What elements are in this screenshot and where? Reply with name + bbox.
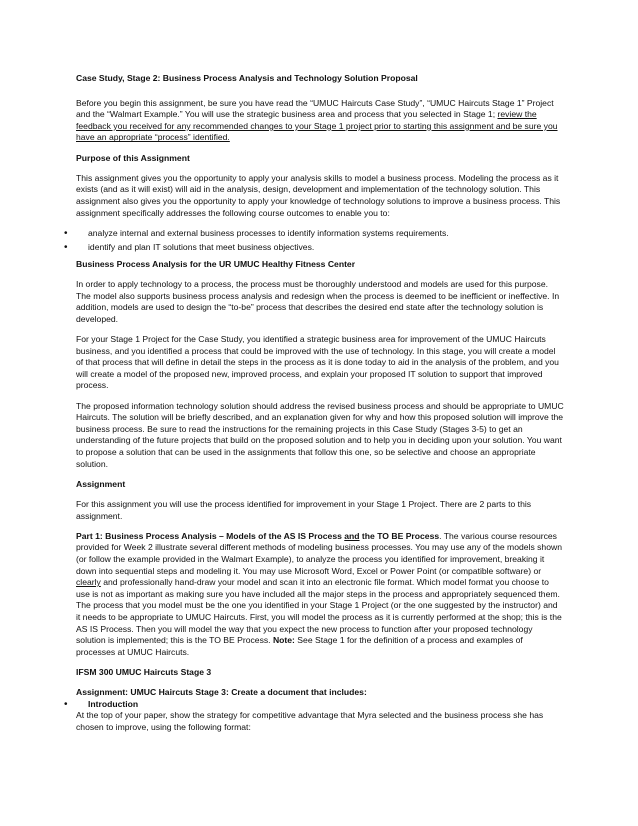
part1-text-1: . The various course resources provided for Week 2 illustrate several different methods of modeling business processes. You may use any of the models shown (or follow the example provided in the Walmart Example), to analyze the process you identified for improvement, breaking it down into sequential steps and modeling it. You may use Microsoft Word, Excel or Power Point (or compatible software) or xyxy=(76,530,562,576)
part1-note-label: Note: xyxy=(272,635,295,646)
purpose-heading: Purpose of this Assignment xyxy=(76,152,190,163)
stage3-list xyxy=(76,699,564,711)
bpa-paragraph-3: The proposed information technology solution should address the revised business process and should be appropriate to UMUC Haircuts. The solution will be briefly described, and an explanation given for why and how this proposed solution will improve the business process. Be sure to read the instructions for the remaining projects in this Case Study (Stages 3-5) to get an understanding of the future projects that build on the proposed solution and to help you in deciding upon your solution. You want to propose a solution that can be used in the assignments that follow this one, so be selective and choose an appropriate solution. xyxy=(76,400,564,469)
list-item: • identify and plan IT solutions that meet business objectives. xyxy=(76,242,564,254)
part1-clearly: clearly xyxy=(76,577,101,588)
list-item xyxy=(76,699,564,711)
stage3-heading: IFSM 300 UMUC Haircuts Stage 3 xyxy=(76,666,212,677)
part1-text-2: and professionally hand-draw your model and scan it into an electronic file format. Which model format you choose to use is not as important as making sure you have included all the major steps in the process and appropriately sequenced them. The process that you model must be the one you identified in your Stage 1 Project (or the one suggested by the instructor) and it needs to be appropriate to UMUC Haircuts. First, you will model the process as it is currently performed at the shop; this is the AS IS Process. Then you will model the way that you expect the new process to function after your proposed technology solution is implemented; this is the TO BE Process. xyxy=(76,577,562,646)
list-item: • analyze internal and external business processes to identify information systems requirements. xyxy=(76,228,564,240)
bpa-paragraph-1: In order to apply technology to a process, the process must be thoroughly understood and models are used for this purpose. The model also supports business process analysis and redesign when the process is deemed to be inefficient or ineffective. In addition, models are used to design the “to-be” process that describes the desired end state after the technology solution is developed. xyxy=(76,279,560,324)
part1-label-and: and xyxy=(344,530,360,541)
part1-paragraph xyxy=(76,531,564,659)
document-body xyxy=(76,73,564,742)
introduction-label: Introduction xyxy=(88,698,139,709)
part1-label-b: the TO BE Process xyxy=(359,530,440,541)
purpose-paragraph: This assignment gives you the opportunity to apply your analysis skills to model a business process. Modeling the process as it exists (and as it will exist) will aid in the analysis, design, development and implementation of the technology solution. This assignment also gives you the opportunity to apply your knowledge of technology solutions to improve a business process. This assignment specifically addresses the following course outcomes to enable you to: xyxy=(76,172,561,218)
part1-text-3: See Stage 1 for the definition of a process and examples of processes at UMUC Haircuts. xyxy=(76,635,523,657)
stage3-assignment-heading: Assignment: UMUC Haircuts Stage 3: Create a document that includes: xyxy=(76,687,367,698)
part1-label-a: Part 1: Business Process Analysis – Models of the AS IS Process xyxy=(76,530,345,541)
intro-text: Before you begin this assignment, be sure you have read the “UMUC Haircuts Case Study”, “UMUC Haircuts Stage 1” Project and the “Walmart Example.” You will use the strategic business area and process that you selected in Stage 1; xyxy=(76,97,554,120)
assignment-paragraph: For this assignment you will use the process identified for improvement in your Stage 1 Project. There are 2 parts to this assignment. xyxy=(76,498,532,521)
bpa-paragraph-2: For your Stage 1 Project for the Case Study, you identified a strategic business area for improvement of the UMUC Haircuts business, and you identified a process that could be improved with the use of technology. In this stage, you will create a model of that process that will define in detail the steps in the process as it is done today to aid in the analysis of the problem, and you will create a model of the proposed new, improved process, and explain your proposed IT solution to support that improved process. xyxy=(76,334,559,391)
stage3-paragraph: At the top of your paper, show the strategy for competitive advantage that Myra selected and the business process she has chosen to improve, using the following format: xyxy=(76,710,544,732)
intro-underlined-text: review the feedback you received for any recommended changes to your Stage 1 project prior to starting this assignment and be sure you have an appropriate “process” identified. xyxy=(76,109,558,143)
document-title: Case Study, Stage 2: Business Process Analysis and Technology Solution Proposal xyxy=(76,73,418,83)
bpa-heading: Business Process Analysis for the UR UMUC Healthy Fitness Center xyxy=(76,258,356,269)
assignment-heading: Assignment xyxy=(76,478,126,489)
outcome-list xyxy=(76,228,564,254)
intro-paragraph xyxy=(76,98,564,144)
